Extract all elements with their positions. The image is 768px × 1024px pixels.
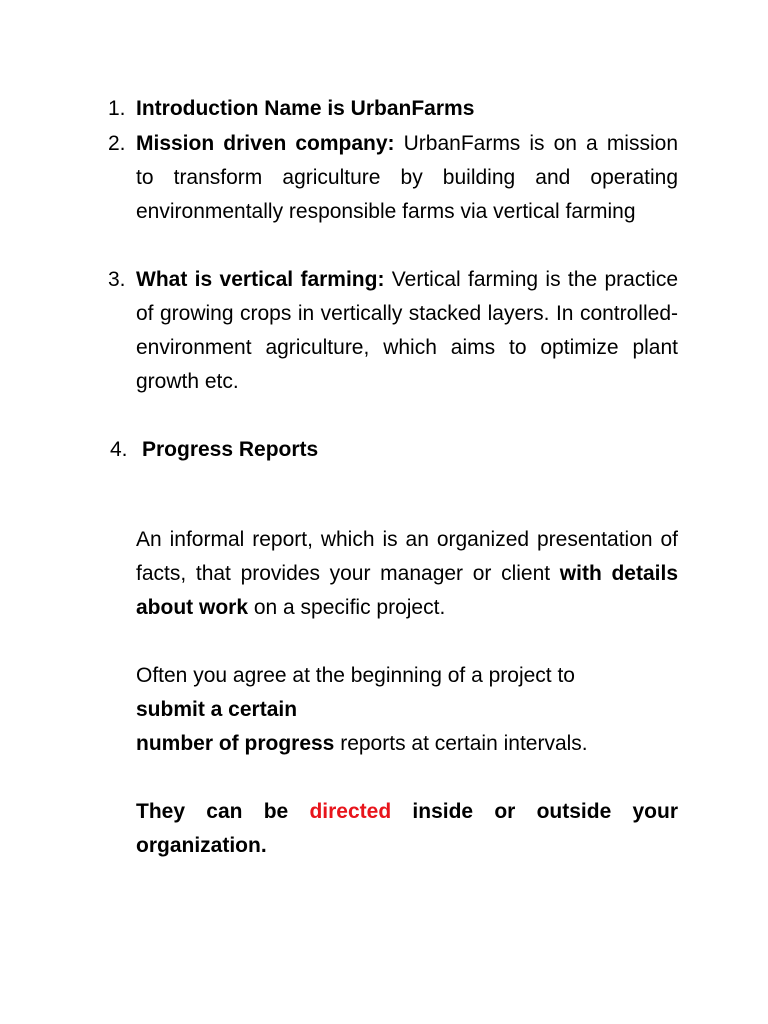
list-item-2	[108, 127, 678, 229]
paragraph-emphasis: They can be	[136, 800, 310, 823]
list-number: 2.	[108, 132, 126, 155]
paragraph-directed	[136, 795, 678, 863]
paragraph-text: Often you agree at the beginning of a project to	[136, 664, 575, 687]
list-item-body	[136, 127, 678, 229]
paragraph-line	[136, 659, 678, 693]
paragraph-text: An informal report, which is an organized presentation of facts, that provides your manager or client	[136, 528, 678, 585]
list-item-3	[108, 263, 678, 399]
list-item-heading: What is vertical farming:	[136, 268, 385, 291]
list-item-1	[108, 92, 678, 126]
paragraph-emphasis: number of progress	[136, 732, 335, 755]
paragraph-emphasis: with details about work	[136, 562, 678, 619]
paragraph-text: on a specific project.	[248, 596, 446, 619]
paragraph-text: reports at certain intervals.	[334, 732, 588, 755]
list-item-text: UrbanFarms is on a mission to transform agriculture by building and operating environmentally responsible farms via vertical farming	[136, 132, 678, 223]
section-heading-4	[110, 433, 318, 467]
paragraph-line	[136, 693, 678, 727]
list-item-heading: Mission driven company:	[136, 132, 395, 155]
list-number: 4.	[110, 438, 128, 461]
paragraph-emphasis: inside or outside your organization.	[136, 800, 678, 857]
paragraph-emphasis: submit a certain	[136, 698, 298, 721]
list-number: 1.	[108, 97, 126, 120]
paragraph-informal-report	[136, 523, 678, 625]
section-title: Progress Reports	[142, 438, 319, 461]
list-item-body	[136, 92, 678, 126]
paragraph-progress-agreement	[136, 659, 678, 761]
list-item-text: Vertical farming is the practice of growing crops in vertically stacked layers. In controlled-environment agriculture, which aims to optimize plant growth etc.	[136, 268, 679, 393]
paragraph-line	[136, 727, 678, 761]
list-item-body	[136, 263, 678, 399]
list-number: 3.	[108, 268, 126, 291]
highlighted-word: directed	[309, 800, 392, 823]
list-item-heading: Introduction Name is UrbanFarms	[136, 97, 475, 120]
